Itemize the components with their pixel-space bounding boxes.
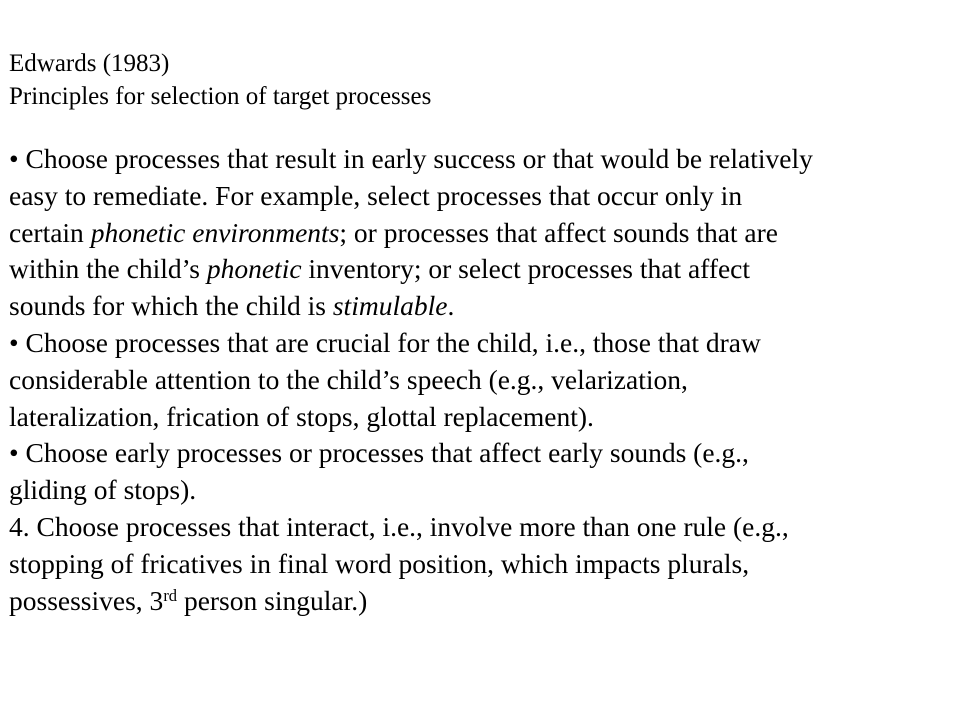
text-line: 4. Choose processes that interact, i.e., involve more than one rule (e.g.,: [9, 510, 789, 542]
text-line: stopping of fricatives in final word position, which impacts plurals,: [9, 547, 750, 579]
text-line: certain phonetic environments; or processes that affect sounds that are: [9, 216, 778, 248]
numbered-item: [9, 509, 954, 619]
spacer: [9, 113, 954, 141]
bullet-item: [9, 325, 954, 435]
bullet-item: [9, 435, 954, 509]
text-line: • Choose processes that result in early success or that would be relatively: [9, 143, 813, 174]
text-line: • Choose processes that are crucial for the child, i.e., those that draw: [9, 326, 761, 358]
slide-content: [9, 47, 954, 619]
slide-title: Principles for selection of target processes: [9, 83, 432, 110]
text-line: easy to remediate. For example, select processes that occur only in: [9, 179, 743, 211]
emphasis: stimulable: [332, 290, 448, 322]
text-line: possessives, 3rd person singular.): [9, 584, 368, 616]
citation: Edwards (1983): [9, 50, 170, 77]
text-line: considerable attention to the child’s speech (e.g., velarization,: [9, 363, 688, 395]
superscript: rd: [163, 585, 178, 605]
emphasis: phonetic environments: [90, 216, 340, 248]
text-line: within the child’s phonetic inventory; or select processes that affect: [9, 253, 751, 285]
text-line: sounds for which the child is stimulable.: [9, 290, 455, 322]
text-line: • Choose early processes or processes that affect early sounds (e.g.,: [9, 437, 749, 469]
emphasis: phonetic: [206, 253, 302, 285]
text-line: gliding of stops).: [9, 474, 197, 506]
text-line: lateralization, frication of stops, glottal replacement).: [9, 400, 594, 432]
bullet-item: [9, 141, 954, 325]
